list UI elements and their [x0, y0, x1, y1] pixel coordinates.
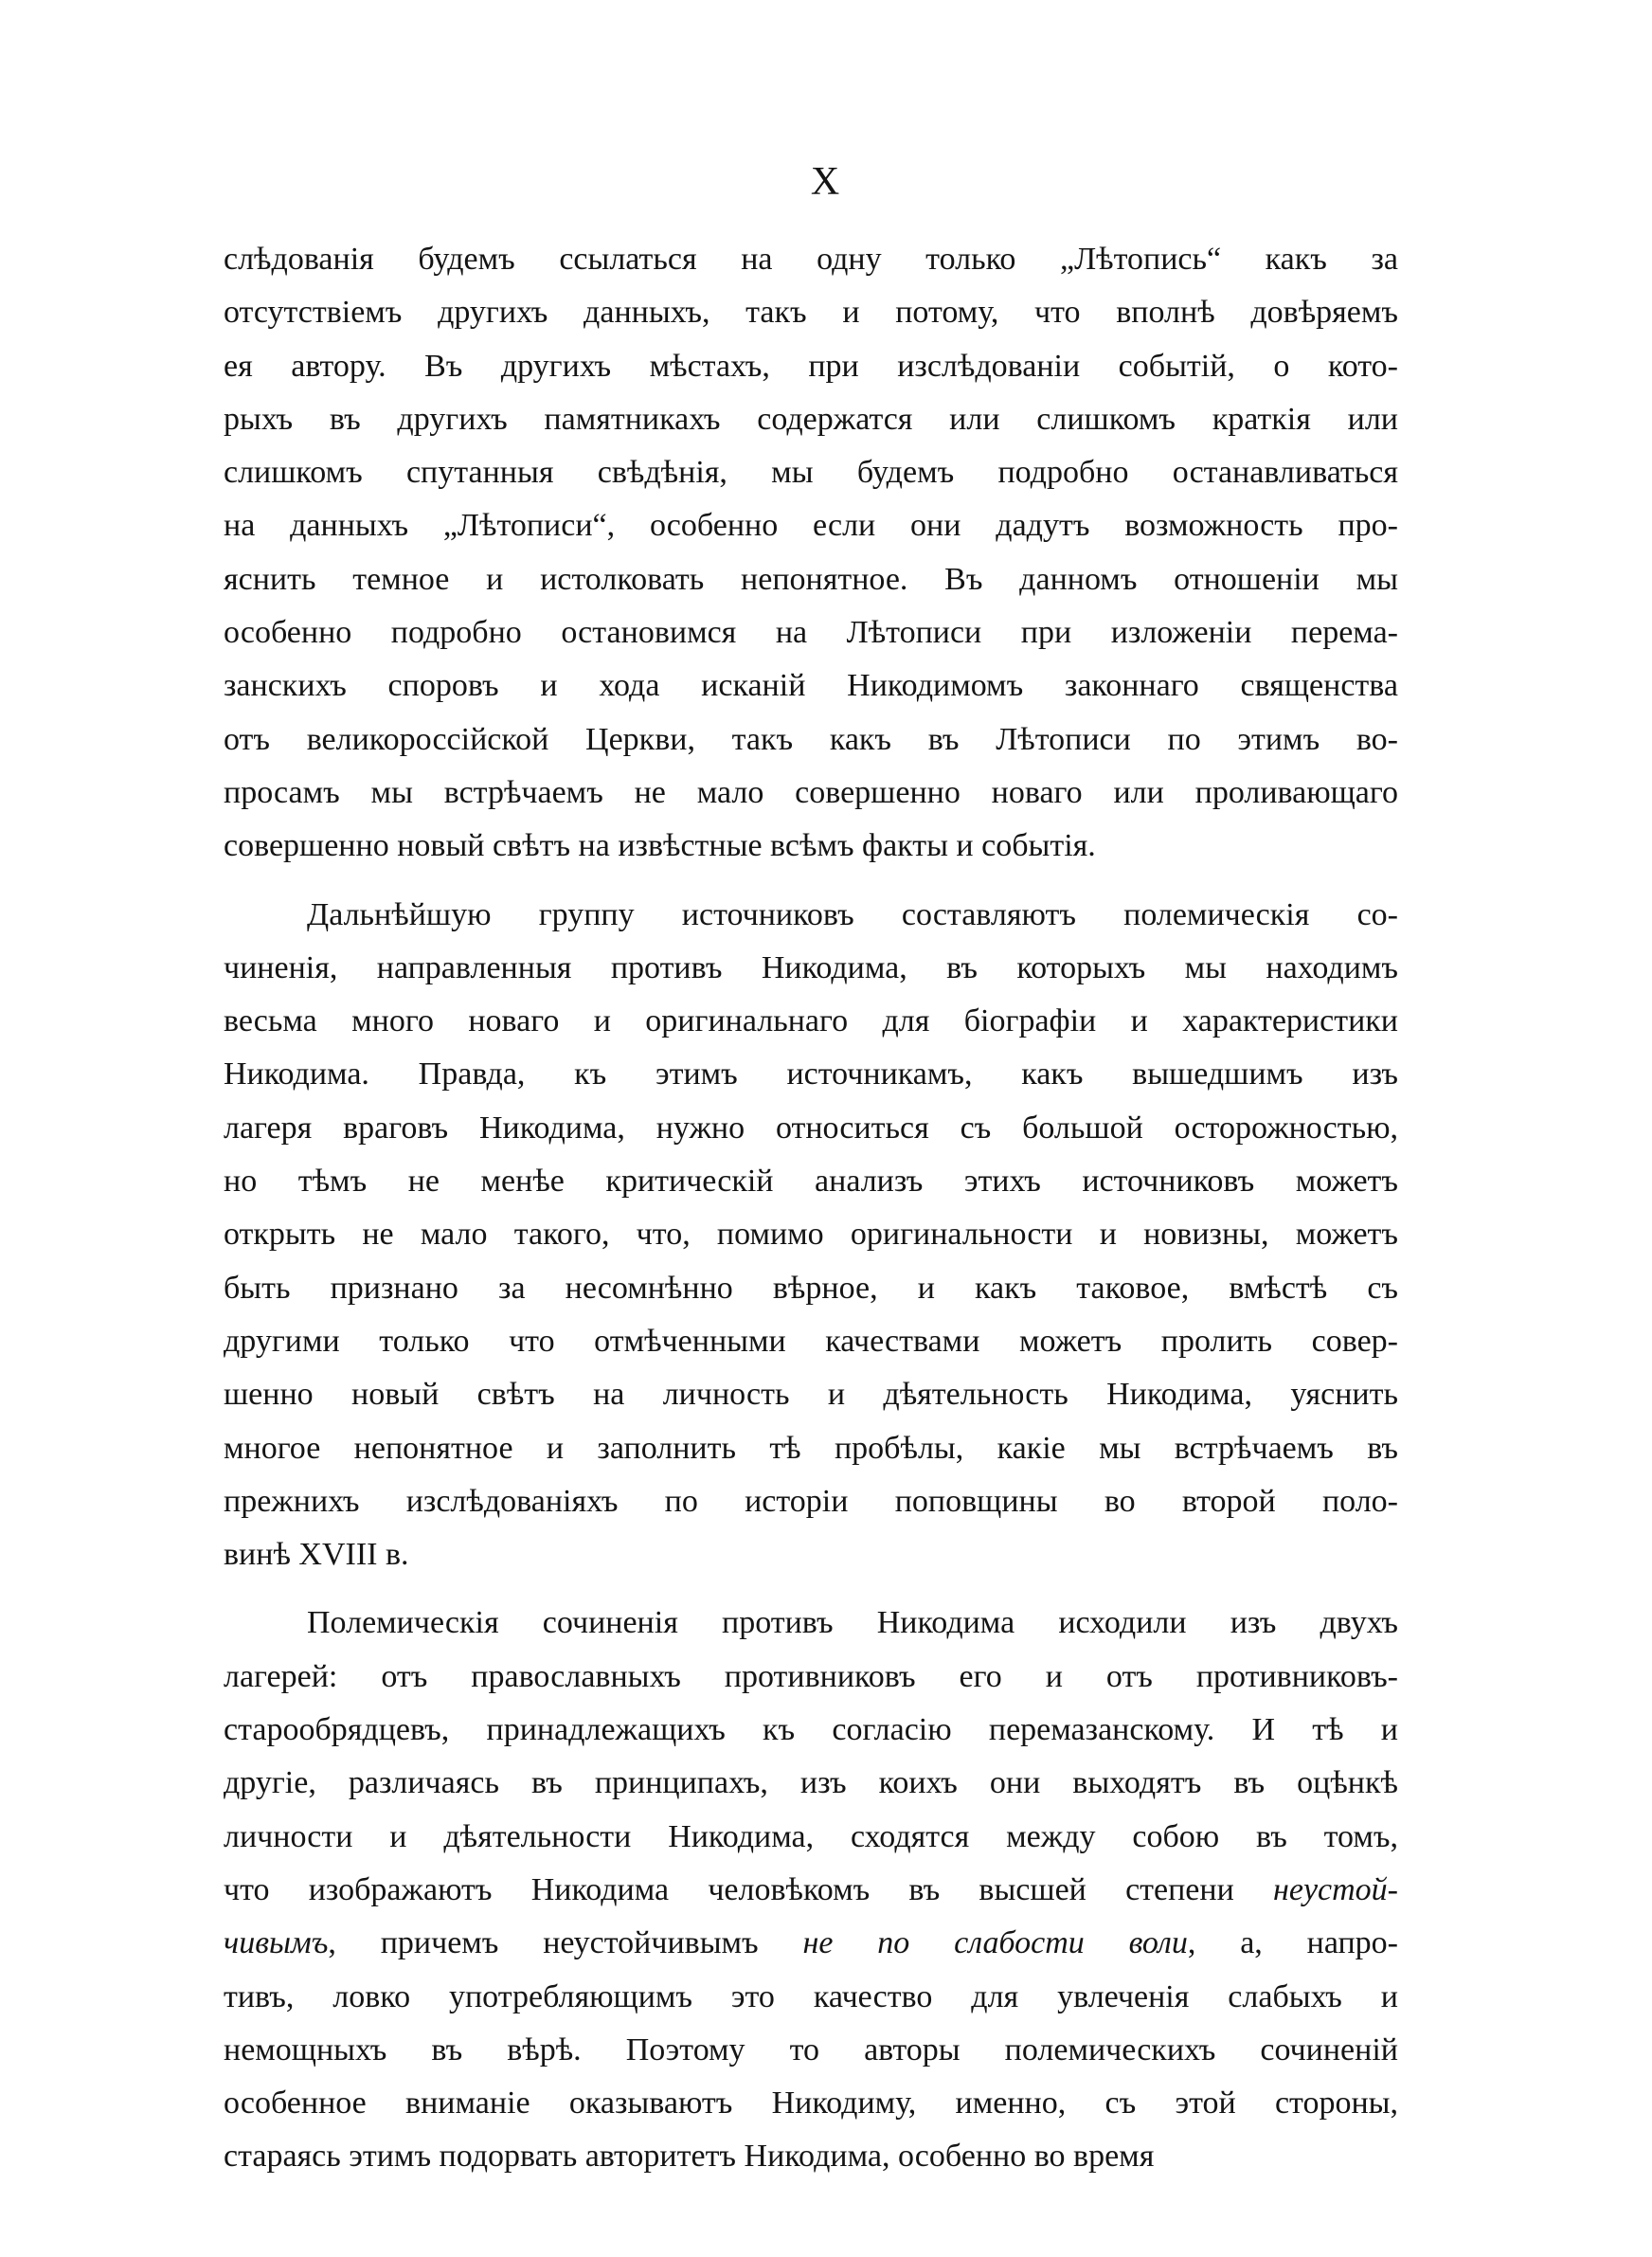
text-line: Никодима. Правда, къ этимъ источникамъ, какъ вышедшимъ изъ	[224, 1056, 1398, 1092]
text-line: стараясь этимъ подорвать авторитетъ Никодима, особенно во время	[224, 2139, 1155, 2175]
text-line: слишкомъ спутанныя свѣдѣнія, мы будемъ подробно останавливаться	[224, 455, 1398, 491]
text-line: открыть не мало такого, что, помимо оригинальности и новизны, можетъ	[224, 1217, 1398, 1253]
text-line: рыхъ въ другихъ памятникахъ содержатся или слишкомъ краткія или	[224, 401, 1398, 437]
text-line: особенное вниманіе оказываютъ Никодиму, именно, съ этой стороны,	[224, 2085, 1398, 2122]
text-line: Полемическія сочиненія противъ Никодима исходили изъ двухъ	[307, 1605, 1398, 1641]
text-line: особенно подробно остановимся на Лѣтописи при изложеніи перема-	[224, 615, 1398, 651]
text-line: чивымъ, причемъ неустойчивымъ не по слабости воли, а, напро-	[224, 1925, 1398, 1961]
text-line: на данныхъ „Лѣтописи“, особенно если они дадутъ возможность про-	[224, 508, 1398, 544]
text-line: немощныхъ въ вѣрѣ. Поэтому то авторы полемическихъ сочиненій	[224, 2031, 1398, 2067]
text-line: но тѣмъ не менѣе критическій анализъ этихъ источниковъ можетъ	[224, 1164, 1398, 1200]
text-line: шенно новый свѣтъ на личность и дѣятельность Никодима, уяснить	[224, 1377, 1398, 1413]
text-line: старообрядцевъ, принадлежащихъ къ согласію перемазанскому. И тѣ и	[224, 1712, 1398, 1748]
text-line: просамъ мы встрѣчаемъ не мало совершенно новаго или проливающаго	[224, 774, 1398, 810]
text-line: лагерей: отъ православныхъ противниковъ его и отъ противниковъ-	[224, 1658, 1398, 1694]
text-line: совершенно новый свѣтъ на извѣстные всѣмъ факты и событія.	[224, 828, 1096, 864]
text-line: яснить темное и истолковать непонятное. Въ данномъ отношеніи мы	[224, 561, 1398, 597]
text-line: весьма много новаго и оригинальнаго для біографіи и характеристики	[224, 1003, 1398, 1039]
text-line: ея автору. Въ другихъ мѣстахъ, при изслѣдованіи событій, о кото-	[224, 348, 1398, 384]
paragraph-gap	[224, 874, 1398, 889]
paragraph-gap	[224, 1581, 1398, 1597]
text-line: прежнихъ изслѣдованіяхъ по исторіи поповщины во второй поло-	[224, 1483, 1398, 1519]
text-line: что изображаютъ Никодима человѣкомъ въ высшей степени неустой-	[224, 1871, 1398, 1907]
text-line: отъ великороссійской Церкви, такъ какъ въ Лѣтописи по этимъ во-	[224, 721, 1398, 757]
text-line: многое непонятное и заполнить тѣ пробѣлы, какіе мы встрѣчаемъ въ	[224, 1430, 1398, 1466]
body-text	[224, 233, 1398, 2184]
paragraph	[224, 889, 1398, 1582]
text-line: занскихъ споровъ и хода исканій Никодимомъ законнаго священства	[224, 668, 1398, 704]
text-line: винѣ XVIII в.	[224, 1537, 409, 1573]
text-line: слѣдованія будемъ ссылаться на одну только „Лѣтопись“ какъ за	[224, 242, 1398, 277]
page-number: X	[810, 160, 842, 204]
text-line: Дальнѣйшую группу источниковъ составляютъ полемическія со-	[307, 896, 1398, 932]
text-line: быть признано за несомнѣнно вѣрное, и какъ таковое, вмѣстѣ съ	[224, 1270, 1398, 1306]
text-line: личности и дѣятельности Никодима, сходятся между собою въ томъ,	[224, 1818, 1398, 1854]
text-line: лагеря враговъ Никодима, нужно относиться съ большой осторожностью,	[224, 1110, 1398, 1146]
text-line: отсутствіемъ другихъ данныхъ, такъ и потому, что вполнѣ довѣряемъ	[224, 295, 1398, 331]
paragraph	[224, 233, 1398, 874]
paragraph	[224, 1597, 1398, 2183]
text-line: другими только что отмѣченными качествами можетъ пролить совер-	[224, 1323, 1398, 1359]
text-line: другіе, различаясь въ принципахъ, изъ коихъ они выходятъ въ оцѣнкѣ	[224, 1765, 1398, 1801]
text-line: чиненія, направленныя противъ Никодима, въ которыхъ мы находимъ	[224, 949, 1398, 985]
text-line: тивъ, ловко употребляющимъ это качество для увлеченія слабыхъ и	[224, 1978, 1398, 2014]
